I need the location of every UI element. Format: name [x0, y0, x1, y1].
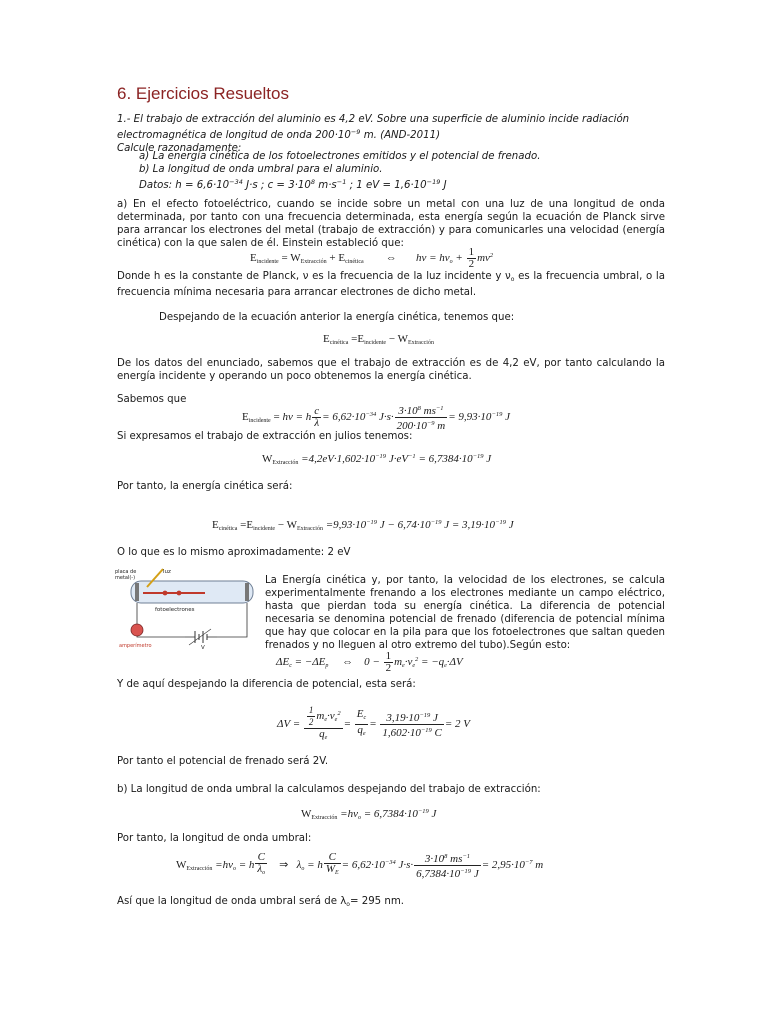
label-placa: placa de	[115, 569, 137, 575]
work-frequency-equation: WExtracción $=h\nu o = 6,7384\cdot 10^{-19}$ J	[301, 808, 437, 821]
statement-line-1: 1.- El trabajo de extracción del aluminio es 4,2 eV. Sobre una superficie de aluminio incide radiación	[117, 114, 630, 125]
conclusion-text: Así que la longitud de onda umbral será de $\lambda_o= 295$ nm.	[117, 896, 405, 908]
statement-exponent: −9	[350, 128, 361, 136]
solution-a-intro: a) En el efecto fotoeléctrico, cuando se incide sobre un metal con una luz de una longitud de onda determinada, por tanto con una frecuencia determinada, esta energía según la ecuación de Planck sirve para arrancar los electrones del metal (trabajo de extracción) y para comunicarles una velocidad (energía cinética) con la que salen de él. Einstein estableció que:	[117, 199, 665, 249]
incident-energy-equation: Eincidente = hν = h $\frac{c}{\lambda}$ = $6,62\cdot 10^{-34}$ J·s· $\frac{3\cdot 10^8 ms^{-1}}{200\cdot 10^{-9} m}$ = $9,93\cdot 10^{-19}$ J	[242, 405, 510, 432]
potencial-text: Por tanto el potencial de frenado será 2V.	[117, 756, 329, 767]
section-title: 6. Ejercicios Resueltos	[117, 84, 289, 103]
calcule-label: Calcule razonadamente:	[117, 143, 242, 154]
einstein-equation: Eincidente = WExtracción + Ecinética ⇔ hν = hνo + $\frac{1}{2}$ $mv^2$	[250, 246, 494, 270]
label-amperimetro: amperímetro	[119, 643, 152, 649]
despejando-text: Despejando de la ecuación anterior la energía cinética, tenemos que:	[159, 312, 515, 323]
despejando-dp-text: Y de aquí despejando la diferencia de potencial, esta será:	[117, 679, 416, 690]
statement-end: m. (AND-2011)	[360, 130, 441, 141]
item-a: a) La energía cinética de los fotoelectrones emitidos y el potencial de frenado.	[139, 151, 541, 162]
energy-potential-equation: ΔEc = −ΔEp ⇔ 0 − $\frac{1}{2}$ $me\cdot ve^2 = -qe\cdot\Delta V$	[276, 650, 463, 674]
stopping-potential-equation: ΔV = $\frac{1}{2}$ $me\cdot ve^2$ qe = $\frac{Ec}{qe}$ = $\frac{3,19\cdot 10^{-19} J}{1,602\cdot 10^{-19} C}$ = 2 V	[277, 705, 471, 741]
datos-line: Datos: $h = 6,6\cdot 10^{-34}$ J·s ; $c = 3\cdot 10^8$ $m\cdot s^{-1}$ ; 1 eV = $1,6\cdot 10^{-19}$ J	[139, 178, 447, 191]
statement-line-2: electromagnética de longitud de onda 200·10	[117, 130, 351, 141]
b-intro-text: b) La longitud de onda umbral la calculamos despejando del trabajo de extracción:	[117, 784, 541, 795]
threshold-wavelength-equation: WExtracción =hνo = h $\frac{C}{\lambda o}$ ⇒ λo = h $\frac{C}{WE}$ = $6,62\cdot 10^{-34}$ J·s· $\frac{3\cdot 10^8 ms^{-1}}{6,7384\cdot 10^{-19} J}$ = $2,95\cdot 10^{-7}$ m	[176, 851, 544, 880]
work-joules-equation: WExtracción $=4,2eV\cdot 1,602\cdot 10^{-19}$ $J\cdot eV^{-1} = 6,7384\cdot 10^{-19}$ J	[262, 453, 492, 466]
item-b: b) La longitud de onda umbral para el aluminio.	[139, 164, 383, 175]
donde-paragraph: Donde h es la constante de Planck, ν es la frecuencia de la luz incidente y $\nu_o$ es la frecuencia umbral, o la frecuencia mínima necesaria para arrancar electrones de dicho metal.	[117, 271, 665, 298]
por-tanto-ec-text: Por tanto, la energía cinética será:	[117, 481, 293, 492]
kinetic-result-equation: Ecinética =Eincidente − WExtracción $=9,93\cdot 10^{-19}$ $J - 6,74\cdot 10^{-19}$ $J = 3,19\cdot 10^{-19}$ J	[212, 519, 514, 532]
label-metal: metal(-)	[115, 575, 136, 581]
label-v: V	[201, 645, 205, 649]
julios-text: Si expresamos el trabajo de extracción en julios tenemos:	[117, 431, 413, 442]
aprox-text: O lo que es lo mismo aproximadamente: 2 eV	[117, 547, 351, 558]
label-luz: luz	[163, 569, 171, 575]
kinetic-energy-equation: Ecinética =Eincidente − WExtracción	[323, 333, 434, 346]
problem-items	[139, 150, 659, 192]
datos-enunciado-paragraph: De los datos del enunciado, sabemos que el trabajo de extracción es de 4,2 eV, por tanto calculando la energía incidente y operando un poco obtenemos la energía cinética.	[117, 358, 665, 382]
velocidad-paragraph: La Energía cinética y, por tanto, la velocidad de los electrones, se calcula experimentalmente frenando a los electrones mediante un campo eléctrico, hasta que pierdan toda su energía cinética. La diferencia de potencial necesaria se denomina potencial de frenado (diferencia de potencial mínima que hay que colocar en la pila para que los fotoelectrones que saltan queden frenados y no lleguen al otro extremo del tubo).Según esto:	[265, 575, 665, 651]
label-fotoelectrones: fotoelectrones	[155, 607, 195, 613]
problem-statement	[117, 113, 663, 155]
photoelectric-tube-figure	[113, 565, 261, 649]
circuit-diagram	[113, 565, 261, 649]
por-tanto-lu-text: Por tanto, la longitud de onda umbral:	[117, 833, 312, 844]
sabemos-label: Sabemos que	[117, 394, 187, 405]
